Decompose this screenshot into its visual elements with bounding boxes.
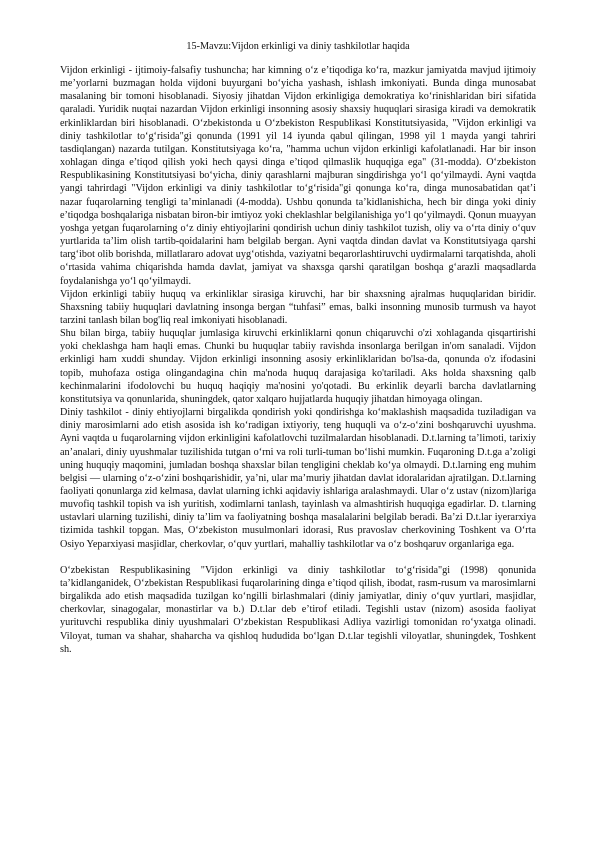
document-page: [60, 40, 536, 656]
document-title: 15-Mavzu:Vijdon erkinligi va diniy tashkilotlar haqida: [186, 41, 410, 52]
paragraph-legal-protection: Shu bilan birga, tabiiy huquqlar jumlasiga kiruvchi erkinliklarni qonun chiqaruvchi o'zi xohlaganda qisqartirishi yoki cheklashga ham haqli emas. Chunki bu huquqlar tabiiy ravishda insonlarga berilgan in'om sanaladi. Vijdon erkinligi ham xuddi shunday. Vijdon erkinligi insonning asosiy erkinliklaridan bo'lsa-da, qonunda o'z ifodasini topib, muhofaza ostiga olingandagina chin ma'noda huquq darajasiga ko'tariladi. Aks holda shaxsning qalb kechinmalarini ifodolovchi bu huquq haqiqiy ma'nosini yo'qotadi. Bu erkinlik deyarli barcha davlatlarning konstitutsiya va qonunlarida, shuningdek, qator xalqaro hujjatlarda huquqiy jihatdan himoyaga olingan.: [60, 328, 536, 405]
paragraph-natural-rights: Vijdon erkinligi tabiiy huquq va erkinliklar sirasiga kiruvchi, har bir shaxsning ajralmas huquqlaridan biridir. Shaxsning tabiiy huquqlari davlatning insonga bergan “tuhfasi” emas, balki insonning munosib turmush va hayot tarzini tanlash bilan bog'liq real imkoniyati hisoblanadi.: [60, 288, 536, 326]
paragraph-law-1998: O‘zbekistan Respublikasining "Vijdon erkinligi va diniy tashkilotlar to‘g‘risida"gi (1998) qonunida ta’kidlanganidek, O‘zbekistan Respublikasi fuqarolarining dinga e’tiqod qilish, ibodat, rasm-rusum va marosimlarni birgalikda ado etish maqsadida tuzilgan ko‘ngilli birlashmalari (diniy jamiyatlar, diniy o‘quv yurtlari, masjidlar, cherkovlar, sinagogalar, monastirlar va b.) D.t.lar deb e’tirof etiladi. Tegishli ustav (nizom) asosida faoliyat yurituvchi respublika diniy uyushmalari O‘zbekistan Respublikasi Adliya vazirligi tomonidan ro‘yxatga olinadi. Viloyat, tuman va shahar, shaharcha va qishloq hududida bo‘lgan D.t.lar tegishli viloyatlar, shuningdek, Toshkent sh.: [60, 564, 536, 655]
paragraph-vijdon-erkinligi-definition: Vijdon erkinligi - ijtimoiy-falsafiy tushuncha; har kimning o‘z e’tiqodiga ko‘ra, mazkur jamiyatda mavjud ijtimoiy me’yorlarni buzmagan holda vijdoni buyurgani bo‘yicha yashash, ishlash imkoniyati. Bunda dinga munosabat masalaning bir tomoni hisoblanadi. Siyosiy jihatdan Vijdon erkinligiga demokratiya ko‘rinishlaridan biri sifatida qaraladi. Yuridik nuqtai nazardan Vijdon erkinligi insonning asosiy shaxsiy huquqlari sirasiga kiradi va demokratik erkinliklardan biri hisoblanadi. O‘zbekistonda u O‘zbekiston Respublikasi Konstitutsiyasida, "Vijdon erkinligi va diniy tashkilotlar to‘g‘risida"gi qonunda (1991 yil 14 iyunda qabul qilingan, 1998 yil 1 mayda yangi tahriri tasdiqlangan) nazarda tutilgan. Konstitutsiyaga ko‘ra, "hamma uchun vijdon erkinligi kafolatlanadi. Har bir inson xohlagan dinga e’tiqod qilish yoki hech qaysi dinga e’tiqod qilmaslik huquqiga ega" (31-modda). O‘zbekiston Respublikasining Konstitutsiyasi bo‘yicha, diniy qarashlarni majburan singdirishga yo‘l qo‘yilmaydi. Ayni vaqtda yangi tahrirdagi "Vijdon erkinligi va diniy tashkilotlar to‘g‘risida"gi qonunga ko‘ra, dinga munosabatidan qat’i nazar fuqarolarning tengligi ta’minlanadi (4-modda). Ushbu qonunda ta’kidlanishicha, hech bir dinga yoki diniy e’tiqodga boshqalariga nisbatan biron-bir imtiyoz yoki cheklashlar belgilanishiga yo‘l qo‘yilmaydi. Qonun muayyan yoshga yetgan fuqarolarning o‘z diniy ehtiyojlarini qondirish uchun diniy tashkilot tuzish, oliy va o‘rta diniy o‘quv yurtlarida ta’lim olish tartib-qoidalarini ham belgilab bergan. Ayni vaqtda dindan davlat va Konstitutsiyaga qarshi targ‘ibot olib borishda, millatlararo adovat uyg‘otishda, vaziyatni beqarorlashtiruvchi uydirmalarni tarqatishda, aholi o‘rtasida vahima chiqarishda hamda davlat, jamiyat va shaxsga qarshi qaratilgan boshqa g‘arazli maqsadlarda foydalanishga yo‘l qo‘yilmaydi.: [60, 65, 536, 287]
paragraph-diniy-tashkilot: Diniy tashkilot - diniy ehtiyojlarni birgalikda qondirish yoki qondirishga ko‘maklashish maqsadida tuziladigan va diniy marosimlarni ado etish asosida ish ko‘radigan ixtiyoriy, teng huquqli va o‘z-o‘zini boshqaruvchi uyushma. Ayni vaqtda u fuqarolarning vijdon erkinligini kafolatlovchi tuzilmalardan hisoblanadi. D.t.larning ta’limoti, tarixiy an’analari, diniy uyushmalar tuzilishida tutgan o‘rni va roli turli-tuman bo‘lishi mumkin. Fuqaroning D.t.ga a’zoligi uning huquqiy maqomini, jumladan boshqa shaxslar bilan tengligini cheklab ko‘ya olmaydi. D.t.larning eng muhim belgisi — ularning o‘z-o‘zini boshqarishidir, ya’ni, ular ma’muriy jihatdan davlat idoralaridan ajratilgan. D.t.larning faoliyati qonunlarga zid kelmasa, davlat ularning ichki aqidaviy ishlariga aralashmaydi. Ular o‘z ustav (nizom)lariga muvofiq tashkil topish va ish yuritish, xodimlarni tanlash, tayinlash va almashtirish huquqiga egadirlar. D. t.larning ustavlari ularning tuzilishi, diniy ta’lim va faoliyatning boshqa masalalarini belgilab beradi. Ba’zi D.t.lar iyerarxiya tizimida tashkil topgan. Mas, O‘zbekiston musulmonlari idorasi, Rus pravoslav cherkovining Toshkent va O‘rta Osiyo Yeparxiyasi masjidlar, cherkovlar, o‘quv yurtlari, mahalliy tashkilotlar va o‘z boshqaruv organlariga ega.: [60, 407, 536, 550]
